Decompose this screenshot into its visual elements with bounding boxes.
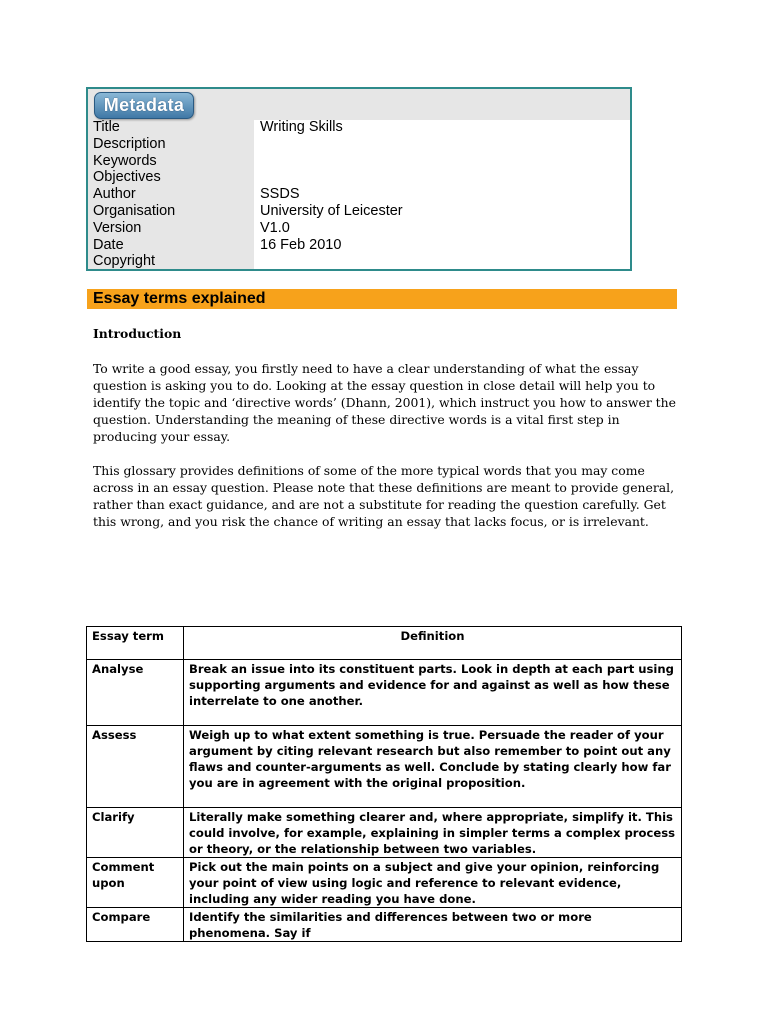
metadata-value	[260, 136, 630, 153]
metadata-label: Organisation	[93, 202, 176, 219]
table-row	[87, 908, 682, 942]
table-row	[87, 660, 682, 726]
term-cell: Analyse	[87, 660, 184, 726]
metadata-value: University of Leicester	[260, 202, 403, 219]
metadata-value	[260, 169, 630, 186]
table-header-row	[87, 627, 682, 660]
definition-cell: Identify the similarities and differences between two or more phenomena. Say if	[184, 908, 682, 942]
term-cell: Comment upon	[87, 858, 184, 908]
metadata-label: Title	[93, 119, 120, 135]
section-heading: Essay terms explained	[87, 289, 677, 309]
column-header-term: Essay term	[87, 627, 184, 660]
introduction-heading: Introduction	[93, 326, 182, 341]
metadata-label: Copyright	[93, 253, 156, 270]
metadata-label: Version	[93, 219, 142, 236]
metadata-value: 16 Feb 2010	[260, 236, 342, 253]
table-row	[87, 808, 682, 858]
metadata-label: Keywords	[93, 152, 157, 169]
term-cell: Assess	[87, 726, 184, 808]
metadata-label: Objectives	[93, 169, 161, 186]
metadata-label: Description	[93, 135, 166, 152]
metadata-value: V1.0	[260, 219, 290, 236]
metadata-row-objectives	[93, 169, 630, 186]
metadata-label: Date	[93, 236, 124, 253]
definition-cell: Literally make something clearer and, where appropriate, simplify it. This could involve, for example, explaining in simpler terms a complex process or theory, or the relationship between two variables.	[184, 808, 682, 858]
term-cell: Clarify	[87, 808, 184, 858]
metadata-row-keywords	[93, 153, 630, 170]
metadata-value	[260, 153, 630, 170]
metadata-row-date	[93, 237, 630, 254]
metadata-row-author	[93, 186, 630, 203]
intro-paragraph-2: This glossary provides definitions of some of the more typical words that you may come across in an essay question. Please note that these definitions are meant to provide general, rather than exact guidance, and are not a substitute for reading the question carefully. Get this wrong, and you risk the chance of writing an essay that lacks focus, or is irrelevant.	[93, 463, 675, 529]
metadata-row-title	[93, 119, 630, 136]
metadata-row-description	[93, 136, 630, 153]
metadata-value: SSDS	[260, 186, 300, 203]
metadata-value: Writing Skills	[260, 119, 343, 135]
metadata-row-copyright	[93, 253, 630, 270]
metadata-label: Author	[93, 186, 136, 203]
definition-cell: Break an issue into its constituent parts. Look in depth at each part using supporting arguments and evidence for and against as well as how these interrelate to one another.	[184, 660, 682, 726]
metadata-value	[260, 253, 630, 270]
column-header-definition: Definition	[184, 627, 682, 660]
intro-paragraph-1: To write a good essay, you firstly need to have a clear understanding of what the essay question is asking you to do. Looking at the essay question in close detail will help you to identify the topic and ‘directive words’ (Dhann, 2001), which instruct you how to answer the question. Understanding the meaning of these directive words is a vital first step in producing your essay.	[93, 361, 676, 444]
term-cell: Compare	[87, 908, 184, 942]
metadata-panel	[86, 87, 632, 271]
table-row	[87, 858, 682, 908]
table-row	[87, 726, 682, 808]
metadata-row-organisation	[93, 203, 630, 220]
essay-terms-table	[86, 626, 682, 942]
definition-cell: Pick out the main points on a subject and give your opinion, reinforcing your point of view using logic and reference to relevant evidence, including any wider reading you have done.	[184, 858, 682, 908]
metadata-badge: Metadata	[94, 92, 194, 119]
metadata-row-version	[93, 220, 630, 237]
metadata-rows	[93, 119, 630, 270]
definition-cell: Weigh up to what extent something is true. Persuade the reader of your argument by citing relevant research but also remember to point out any flaws and counter-arguments as well. Conclude by stating clearly how far you are in agreement with the original proposition.	[184, 726, 682, 808]
